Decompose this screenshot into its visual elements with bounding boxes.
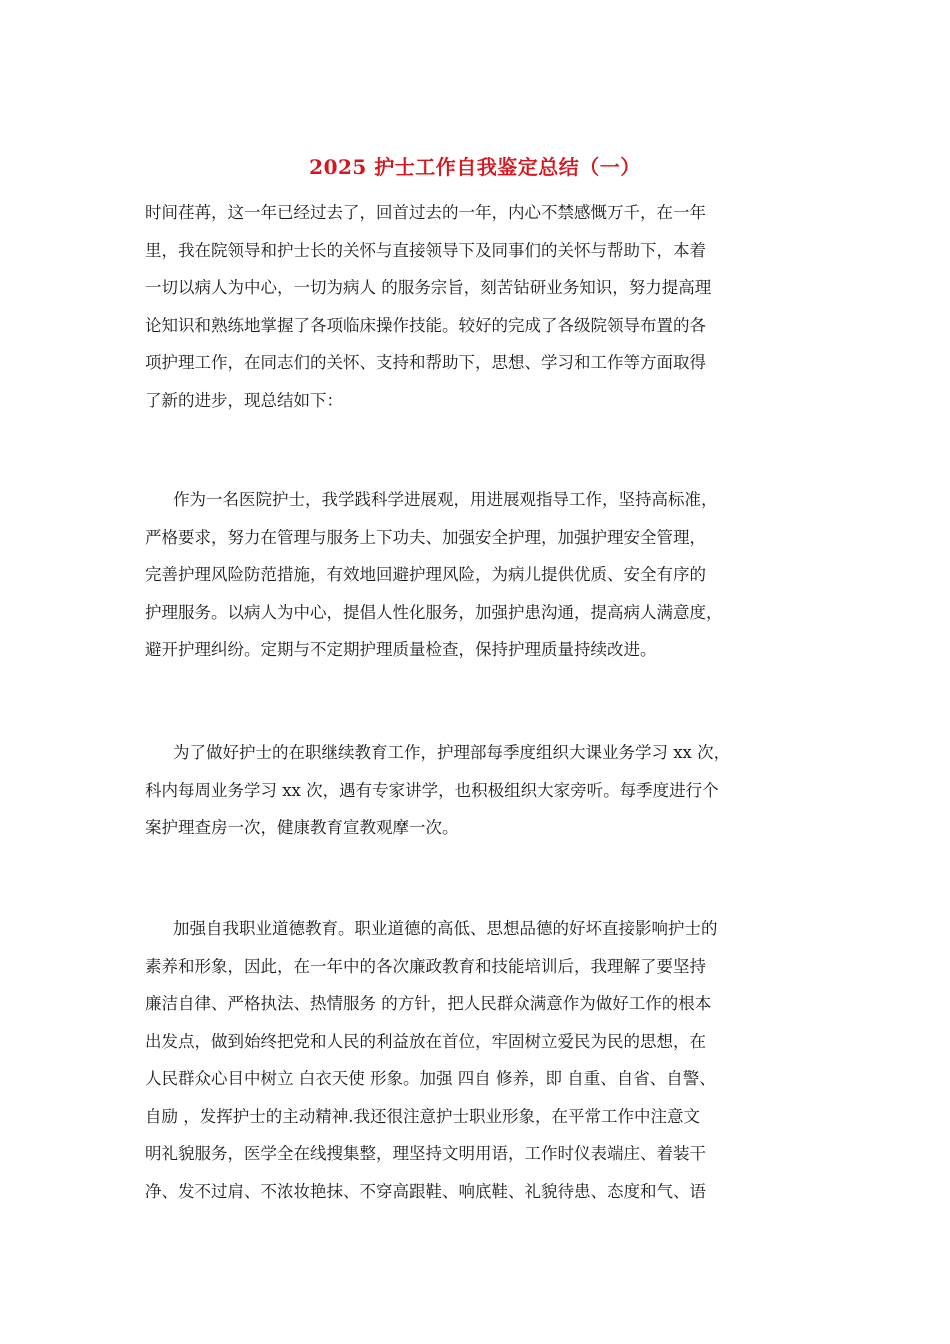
paragraph-3 bbox=[145, 734, 815, 847]
paragraph-line: 人民群众心目中树立 白衣天使 形象。加强 四自 修养，即 自重、自省、自警、 bbox=[145, 1069, 716, 1088]
document-title: 2025 护士工作自我鉴定总结（一） bbox=[309, 155, 641, 179]
paragraph-line: 素养和形象，因此，在一年中的各次廉政教育和技能培训后，我理解了要坚持 bbox=[145, 956, 706, 976]
paragraph-line: 严格要求，努力在管理与服务上下功夫、加强安全护理，加强护理安全管理， bbox=[145, 527, 706, 547]
paragraph-1 bbox=[145, 194, 815, 419]
paragraph-line: 时间荏苒，这一年已经过去了，回首过去的一年，内心不禁感慨万千，在一年 bbox=[145, 203, 706, 222]
paragraph-line: 一切以病人为中心，一切为病人 的服务宗旨，刻苦钻研业务知识，努力提高理 bbox=[145, 278, 712, 297]
paragraph-line: 作为一名医院护士，我学践科学进展观，用进展观指导工作，坚持高标准， bbox=[173, 490, 718, 509]
paragraph-line: 廉洁自律、严格执法、热情服务 的方针，把人民群众满意作为做好工作的根本 bbox=[145, 994, 712, 1013]
paragraph-4 bbox=[145, 910, 815, 1210]
paragraph-line: 自励 ，发挥护士的主动精神.我还很注意护士职业形象，在平常工作中注意文 bbox=[145, 1106, 700, 1126]
paragraph-line: 案护理查房一次，健康教育宣教观摩一次。 bbox=[145, 818, 459, 837]
paragraph-line: 里，我在院领导和护士长的关怀与直接领导下及同事们的关怀与帮助下，本着 bbox=[145, 240, 706, 260]
paragraph-line: 科内每周业务学习 xx 次，遇有专家讲学，也积极组织大家旁听。每季度进行个 bbox=[145, 780, 719, 800]
paragraph-line: 明礼貌服务，医学全在线搜集整，理坚持文明用语，工作时仪表端庄、着装干 bbox=[145, 1144, 706, 1163]
paragraph-line: 论知识和熟练地掌握了各项临床操作技能。较好的完成了各级院领导布置的各 bbox=[145, 315, 706, 335]
paragraph-line: 出发点，做到始终把党和人民的利益放在首位，牢固树立爱民为民的思想，在 bbox=[145, 1031, 706, 1051]
paragraph-2 bbox=[145, 481, 815, 669]
paragraph-line: 净、发不过肩、不浓妆艳抹、不穿高跟鞋、响底鞋、礼貌待患、态度和气、语 bbox=[145, 1181, 706, 1201]
paragraph-line: 项护理工作，在同志们的关怀、支持和帮助下，思想、学习和工作等方面取得 bbox=[145, 353, 706, 372]
paragraph-line: 完善护理风险防范措施，有效地回避护理风险，为病儿提供优质、安全有序的 bbox=[145, 565, 706, 584]
paragraph-line: 避开护理纠纷。定期与不定期护理质量检查，保持护理质量持续改进。 bbox=[145, 640, 657, 659]
paragraph-line: 护理服务。以病人为中心，提倡人性化服务，加强护患沟通，提高病人满意度， bbox=[145, 602, 723, 622]
paragraph-line: 为了做好护士的在职继续教育工作，护理部每季度组织大课业务学习 xx 次， bbox=[173, 743, 731, 762]
paragraph-line: 了新的进步，现总结如下： bbox=[145, 390, 343, 410]
paragraph-line: 加强自我职业道德教育。职业道德的高低、思想品德的好坏直接影响护士的 bbox=[173, 919, 718, 938]
